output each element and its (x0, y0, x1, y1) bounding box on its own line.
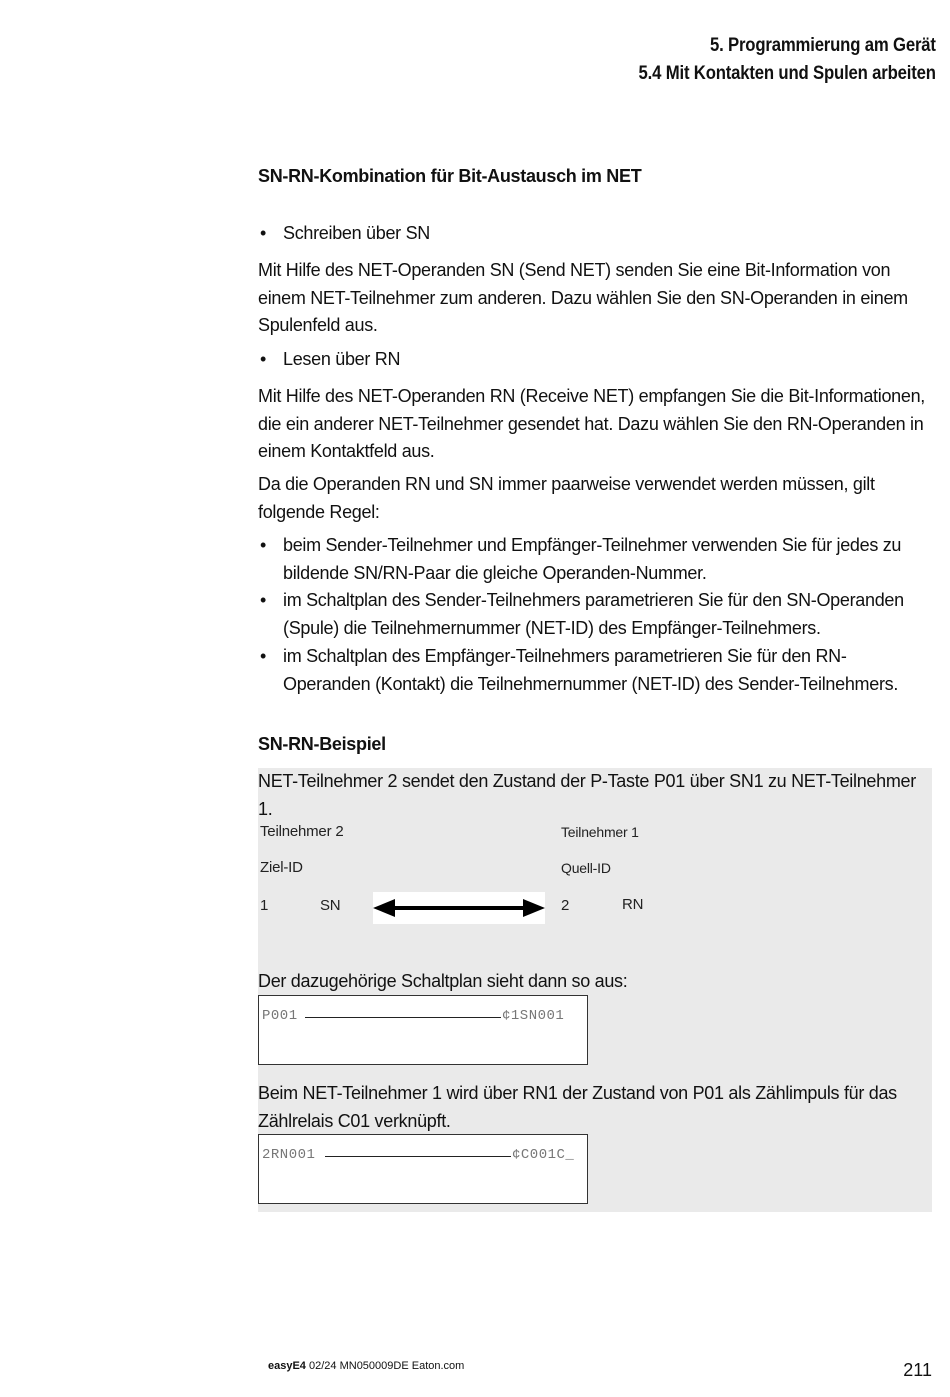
paragraph-rule: Da die Operanden RN und SN immer paarweise verwendet werden müssen, gilt folgende Regel: (258, 474, 875, 522)
rule-item-2 (258, 587, 930, 642)
rule-item-text: im Schaltplan des Sender-Teilnehmers parametrieren Sie für den SN-Operanden (Spule) die Teilnehmernummer (NET-ID) des Empfänger-Teilnehmers. (283, 590, 904, 638)
target-id-value: 1 (260, 897, 269, 914)
rule-item-1 (258, 532, 930, 587)
bullet-dot: • (260, 535, 267, 555)
footer-product: easyE4 (268, 1360, 306, 1372)
paragraph-read: Mit Hilfe des NET-Operanden RN (Receive NET) empfangen Sie die Bit-Informationen, die ein anderer NET-Teilnehmer gesendet hat. Dazu wählen Sie den RN-Operanden in einem Kontaktfeld aus. (258, 386, 925, 461)
footer-info: 02/24 MN050009DE Eaton.com (309, 1360, 465, 1372)
schaltplan-intro: Der dazugehörige Schaltplan sieht dann so aus: (258, 971, 628, 991)
page-header (598, 32, 936, 88)
rule-item-text: im Schaltplan des Empfänger-Teilnehmers parametrieren Sie für den RN-Operanden (Kontakt) die Teilnehmernummer (NET-ID) des Sender-Teilnehmers. (283, 646, 899, 694)
sender-label: Teilnehmer 2 (260, 823, 344, 840)
example-box (258, 768, 932, 1212)
ladder-diagram-sender (258, 995, 588, 1065)
ladder-coil: ¢1SN001 (502, 1008, 565, 1024)
ladder-diagram-receiver (258, 1134, 588, 1204)
bullet-read-text: Lesen über RN (283, 349, 401, 369)
paragraph-write: Mit Hilfe des NET-Operanden SN (Send NET) senden Sie eine Bit-Information von einem NET-Teilnehmer zum anderen. Dazu wählen Sie den SN-Operanden in einem Spulenfeld aus. (258, 260, 908, 335)
receiver-operand: RN (622, 896, 644, 913)
bullet-write (258, 220, 930, 248)
bullet-dot: • (260, 590, 267, 610)
receiver-label: Teilnehmer 1 (561, 824, 639, 840)
ladder-wire (325, 1156, 511, 1157)
section-heading: SN-RN-Kombination für Bit-Austausch im NET (258, 166, 642, 186)
bullet-dot: • (260, 646, 267, 666)
section-subtitle: 5.4 Mit Kontakten und Spulen arbeiten (638, 63, 936, 84)
bullet-read (258, 346, 930, 374)
target-id-label: Ziel-ID (260, 859, 303, 876)
ladder-contact: 2RN001 (262, 1147, 316, 1163)
ladder-coil: ¢C001C_ (512, 1147, 575, 1163)
rule-item-text: beim Sender-Teilnehmer und Empfänger-Teilnehmer verwenden Sie für jedes zu bildende SN/RN-Paar die gleiche Operanden-Nummer. (283, 535, 902, 583)
sender-operand: SN (320, 897, 341, 914)
double-arrow-icon (373, 892, 545, 924)
bullet-dot: • (260, 349, 267, 369)
ladder-wire (305, 1017, 501, 1018)
ladder-contact: P001 (262, 1008, 298, 1024)
rule-item-3 (258, 643, 930, 698)
bullet-write-text: Schreiben über SN (283, 223, 430, 243)
page-footer (268, 1360, 464, 1372)
source-id-value: 2 (561, 897, 570, 914)
example-heading: SN-RN-Beispiel (258, 734, 386, 754)
source-id-label: Quell-ID (561, 860, 611, 876)
example-intro: NET-Teilnehmer 2 sendet den Zustand der P-Taste P01 über SN1 zu NET-Teilnehmer 1. (258, 771, 916, 819)
chapter-title: 5. Programmierung am Gerät (710, 35, 936, 56)
net1-description: Beim NET-Teilnehmer 1 wird über RN1 der Zustand von P01 als Zählimpuls für das Zählrelais C01 verknüpft. (258, 1083, 897, 1131)
bullet-dot: • (260, 223, 267, 243)
page-number: 211 (903, 1360, 932, 1380)
